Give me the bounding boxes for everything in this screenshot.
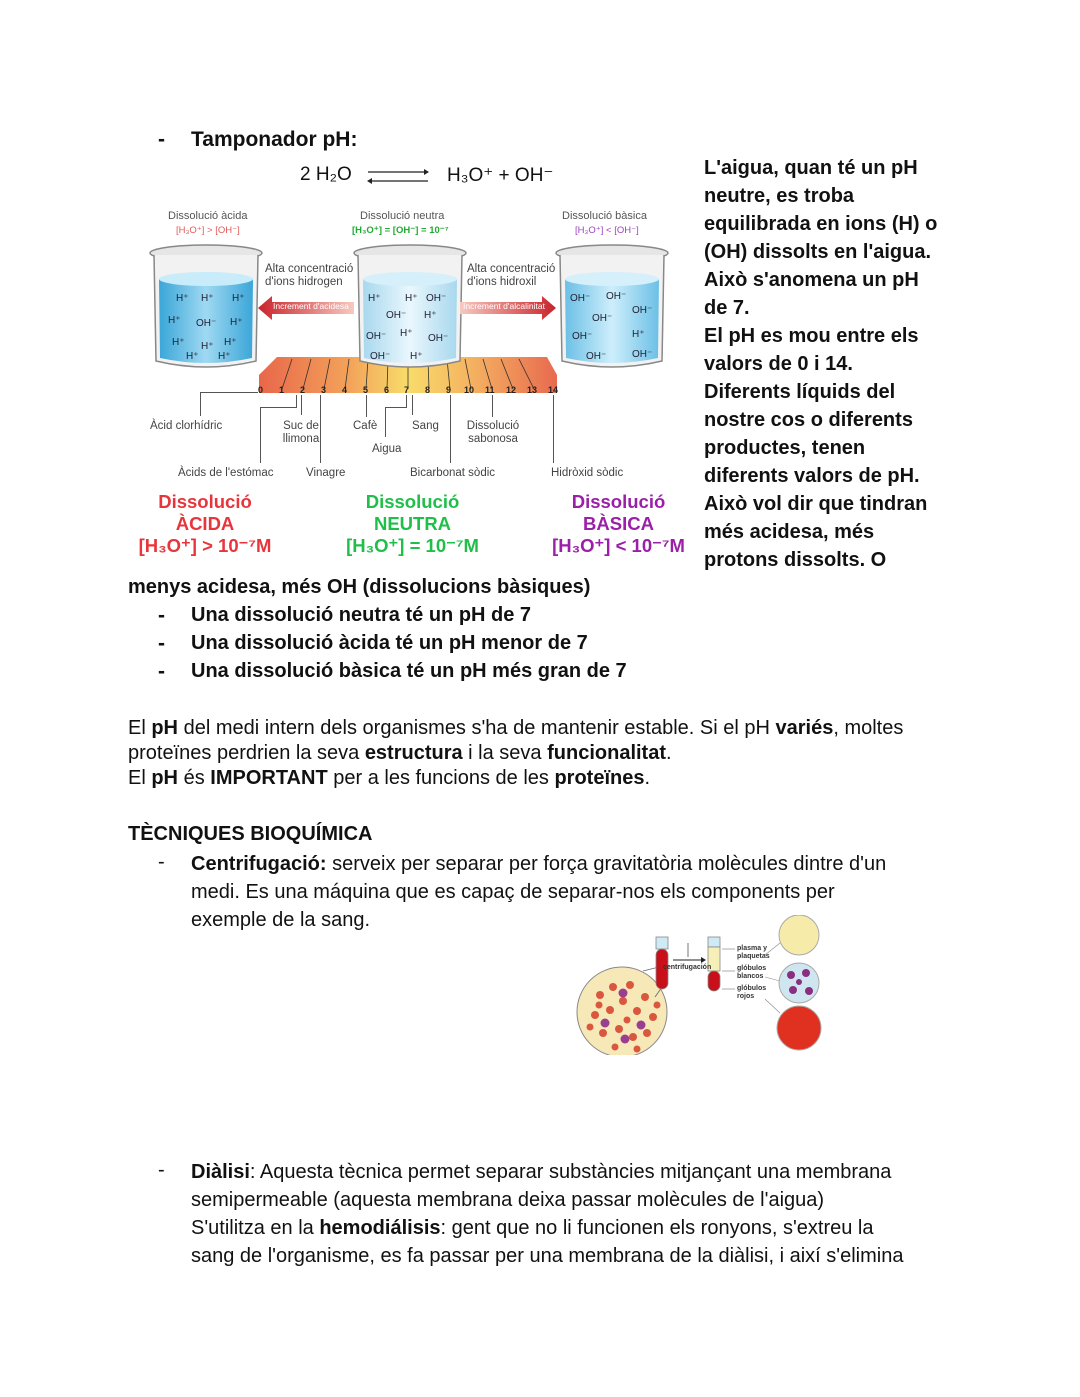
side-line: El pH es mou entre els <box>704 325 919 347</box>
bullet-dash: - <box>158 604 165 627</box>
arrow-alkalinity-label: Increment d'alcalinitat <box>463 301 545 311</box>
ion-label: H⁺ <box>224 337 237 348</box>
beaker-neutral-condition: [H₃O⁺] = [OH⁻] = 10⁻⁷ <box>352 225 449 236</box>
beaker-acid-ions <box>146 243 266 373</box>
ion-label: OH⁻ <box>572 331 593 342</box>
layer-white-cells: glóbulos blancos <box>737 965 767 980</box>
beaker-basic-ions <box>552 243 672 373</box>
substance-water: Aigua <box>372 443 402 455</box>
side-line: diferents valors de pH. <box>704 465 920 487</box>
bullet-dash: - <box>158 632 165 655</box>
ph-tick: 2 <box>300 385 306 395</box>
side-line: Això s'anomena un pH <box>704 269 919 291</box>
ph-scale-figure <box>140 205 700 490</box>
beaker-neutral-ions <box>350 243 470 373</box>
side-line: equilibrada en ions (H) o <box>704 213 938 235</box>
bullet-dash: - <box>158 851 165 873</box>
centrifugation-figure <box>575 915 830 1055</box>
ph-tick: 11 <box>485 385 495 395</box>
side-line: nostre cos o diferents <box>704 409 913 431</box>
side-line: neutre, es troba <box>704 185 855 207</box>
ion-label: H⁺ <box>410 351 423 362</box>
ion-label: OH⁻ <box>632 349 653 360</box>
summary-basic <box>546 491 691 557</box>
section-title-tamponador: Tamponador pH: <box>191 128 358 151</box>
ion-label: H⁺ <box>232 293 245 304</box>
ph-tick: 13 <box>527 385 538 395</box>
substance-coffee: Cafè <box>353 420 378 432</box>
beaker-acid-condition: [H₃O⁺] > [OH⁻] <box>176 225 240 236</box>
summary-line: BÀSICA <box>583 513 654 534</box>
paragraph-line: medi. Es una máquina que es capaç de separar-nos els components per <box>191 881 835 903</box>
ion-label: H⁺ <box>405 293 418 304</box>
substance-soap: Dissolució sabonosa <box>466 420 520 445</box>
substance-stomach: Àcids de l'estómac <box>178 467 274 479</box>
ph-tick: 9 <box>446 385 452 395</box>
ion-label: H⁺ <box>201 341 214 352</box>
acid-note-line: Alta concentració <box>265 263 354 275</box>
ph-tick: 8 <box>425 385 431 395</box>
side-explanation <box>704 154 964 574</box>
summary-line: Dissolució <box>158 491 252 512</box>
ion-label: OH⁻ <box>606 291 627 302</box>
ion-label: H⁺ <box>424 310 437 321</box>
bullet-dash: - <box>158 128 165 151</box>
ion-label: OH⁻ <box>592 313 613 324</box>
ion-label: H⁺ <box>176 293 189 304</box>
ion-label: H⁺ <box>632 329 645 340</box>
dialysis-text <box>191 1158 991 1270</box>
substance-blood: Sang <box>412 420 439 432</box>
paragraph-line: semipermeable (aquesta membrana deixa passar molècules de l'aigua) <box>191 1189 825 1211</box>
ion-label: H⁺ <box>168 315 181 326</box>
equation-right: H₃O⁺ + OH⁻ <box>447 165 554 186</box>
summary-line: Dissolució <box>571 491 666 512</box>
beaker-acid-title: Dissolució àcida <box>168 210 248 222</box>
ion-label: OH⁻ <box>386 310 407 321</box>
paragraph-line: proteïnes perdrien la seva estructura i la seva funcionalitat. <box>128 742 672 764</box>
layer-red-cells: glóbulos rojos <box>737 985 767 1000</box>
ph-tick: 12 <box>506 385 517 395</box>
side-line: protons dissolts. O <box>704 549 887 571</box>
ion-label: OH⁻ <box>426 293 447 304</box>
side-line: (OH) dissolts en l'aigua. <box>704 241 932 263</box>
bullet-dash: - <box>158 660 165 683</box>
ph-scale-ticks <box>258 385 568 397</box>
beaker-neutral-title: Dissolució neutra <box>360 210 445 222</box>
bullet-dash: - <box>158 1159 165 1181</box>
alkaline-note-line: Alta concentració <box>467 263 556 275</box>
summary-acid <box>135 491 275 557</box>
side-line: de 7. <box>704 297 750 319</box>
substance-hcl: Àcid clorhídric <box>150 420 223 432</box>
ion-label: H⁺ <box>172 337 185 348</box>
ion-label: OH⁻ <box>632 305 653 316</box>
ph-tick: 5 <box>363 385 369 395</box>
summary-neutral <box>340 491 485 557</box>
ion-label: H⁺ <box>230 317 243 328</box>
beaker-basic-condition: [H₃O⁺] < [OH⁻] <box>575 225 639 236</box>
summary-line: [H₃O⁺] > 10⁻⁷M <box>138 535 272 556</box>
side-line: productes, tenen <box>704 437 866 459</box>
ph-tick: 0 <box>258 385 264 395</box>
list-item-basic: Una dissolució bàsica té un pH més gran de 7 <box>191 660 627 682</box>
side-line: Diferents líquids del <box>704 381 896 403</box>
equilibrium-arrows-icon <box>366 166 430 186</box>
side-line: més acidesa, més <box>704 521 875 543</box>
section-heading-techniques: TÈCNIQUES BIOQUÍMICA <box>128 823 373 845</box>
alkaline-note-line: d'ions hidroxil <box>467 276 537 288</box>
substance-naoh: Hidròxid sòdic <box>551 467 624 479</box>
substance-vinegar: Vinagre <box>306 467 346 479</box>
ion-label: OH⁻ <box>428 333 449 344</box>
side-line: Això vol dir que tindran <box>704 493 928 515</box>
ph-tick: 7 <box>404 385 410 395</box>
ph-importance-paragraph <box>128 716 988 791</box>
side-line: L'aigua, quan té un pH <box>704 157 918 179</box>
side-line: valors de 0 i 14. <box>704 353 853 375</box>
arrow-acidity-label: Increment d'acidesa <box>273 301 349 311</box>
ion-label: OH⁻ <box>366 331 387 342</box>
ph-tick: 4 <box>342 385 348 395</box>
layer-plasma: plasma y plaquetas <box>737 945 770 960</box>
paragraph-line: sang de l'organisme, es fa passar per una membrana de la diàlisi, i així s'elimina <box>191 1245 904 1267</box>
summary-line: ÀCIDA <box>175 513 235 534</box>
summary-line: [H₃O⁺] < 10⁻⁷M <box>552 535 685 556</box>
acid-note <box>265 263 353 289</box>
beaker-basic-title: Dissolució bàsica <box>562 210 647 222</box>
ion-label: H⁺ <box>186 351 199 362</box>
ion-label: OH⁻ <box>570 293 591 304</box>
ion-label: OH⁻ <box>196 318 217 329</box>
alkaline-note <box>467 263 555 289</box>
ph-tick: 14 <box>548 385 559 395</box>
ph-tick: 1 <box>279 385 285 395</box>
substance-bicarbonate: Bicarbonat sòdic <box>410 467 496 479</box>
acid-note-line: d'ions hidrogen <box>265 276 343 288</box>
ion-label: H⁺ <box>400 328 413 339</box>
centrifugation-arrow-label: centrifugación <box>663 964 712 971</box>
ion-label: H⁺ <box>201 293 214 304</box>
summary-line: NEUTRA <box>373 513 452 534</box>
summary-line: Dissolució <box>365 491 460 512</box>
substance-lemon: Suc de llimona <box>282 420 320 445</box>
paragraph-line: Centrifugació: serveix per separar per força gravitatòria molècules dintre d'un <box>191 853 887 875</box>
paragraph-line: El pH del medi intern dels organismes s'ha de mantenir estable. Si el pH variés, moltes <box>128 717 904 739</box>
continuation-text: menys acidesa, més OH (dissolucions bàsiques) <box>128 576 591 598</box>
paragraph-line: exemple de la sang. <box>191 909 371 931</box>
ph-tick: 3 <box>321 385 327 395</box>
list-item-acid: Una dissolució àcida té un pH menor de 7 <box>191 632 588 654</box>
ph-tick: 6 <box>384 385 390 395</box>
ion-label: H⁺ <box>218 351 231 362</box>
centrifugation-diagram-icon <box>575 915 830 1055</box>
ion-label: H⁺ <box>368 293 381 304</box>
paragraph-line: El pH és IMPORTANT per a les funcions de les proteïnes. <box>128 767 651 789</box>
summary-line: [H₃O⁺] = 10⁻⁷M <box>346 535 479 556</box>
paragraph-line: S'utilitza en la hemodiálisis: gent que no li funcionen els ronyons, s'extreu la <box>191 1217 874 1239</box>
ph-tick: 10 <box>464 385 475 395</box>
ion-label: OH⁻ <box>586 351 607 362</box>
paragraph-line: Diàlisi: Aquesta tècnica permet separar substàncies mitjançant una membrana <box>191 1161 892 1183</box>
ion-label: OH⁻ <box>370 351 391 362</box>
list-item-neutral: Una dissolució neutra té un pH de 7 <box>191 604 532 626</box>
equation-left: 2 H₂O <box>300 164 352 185</box>
